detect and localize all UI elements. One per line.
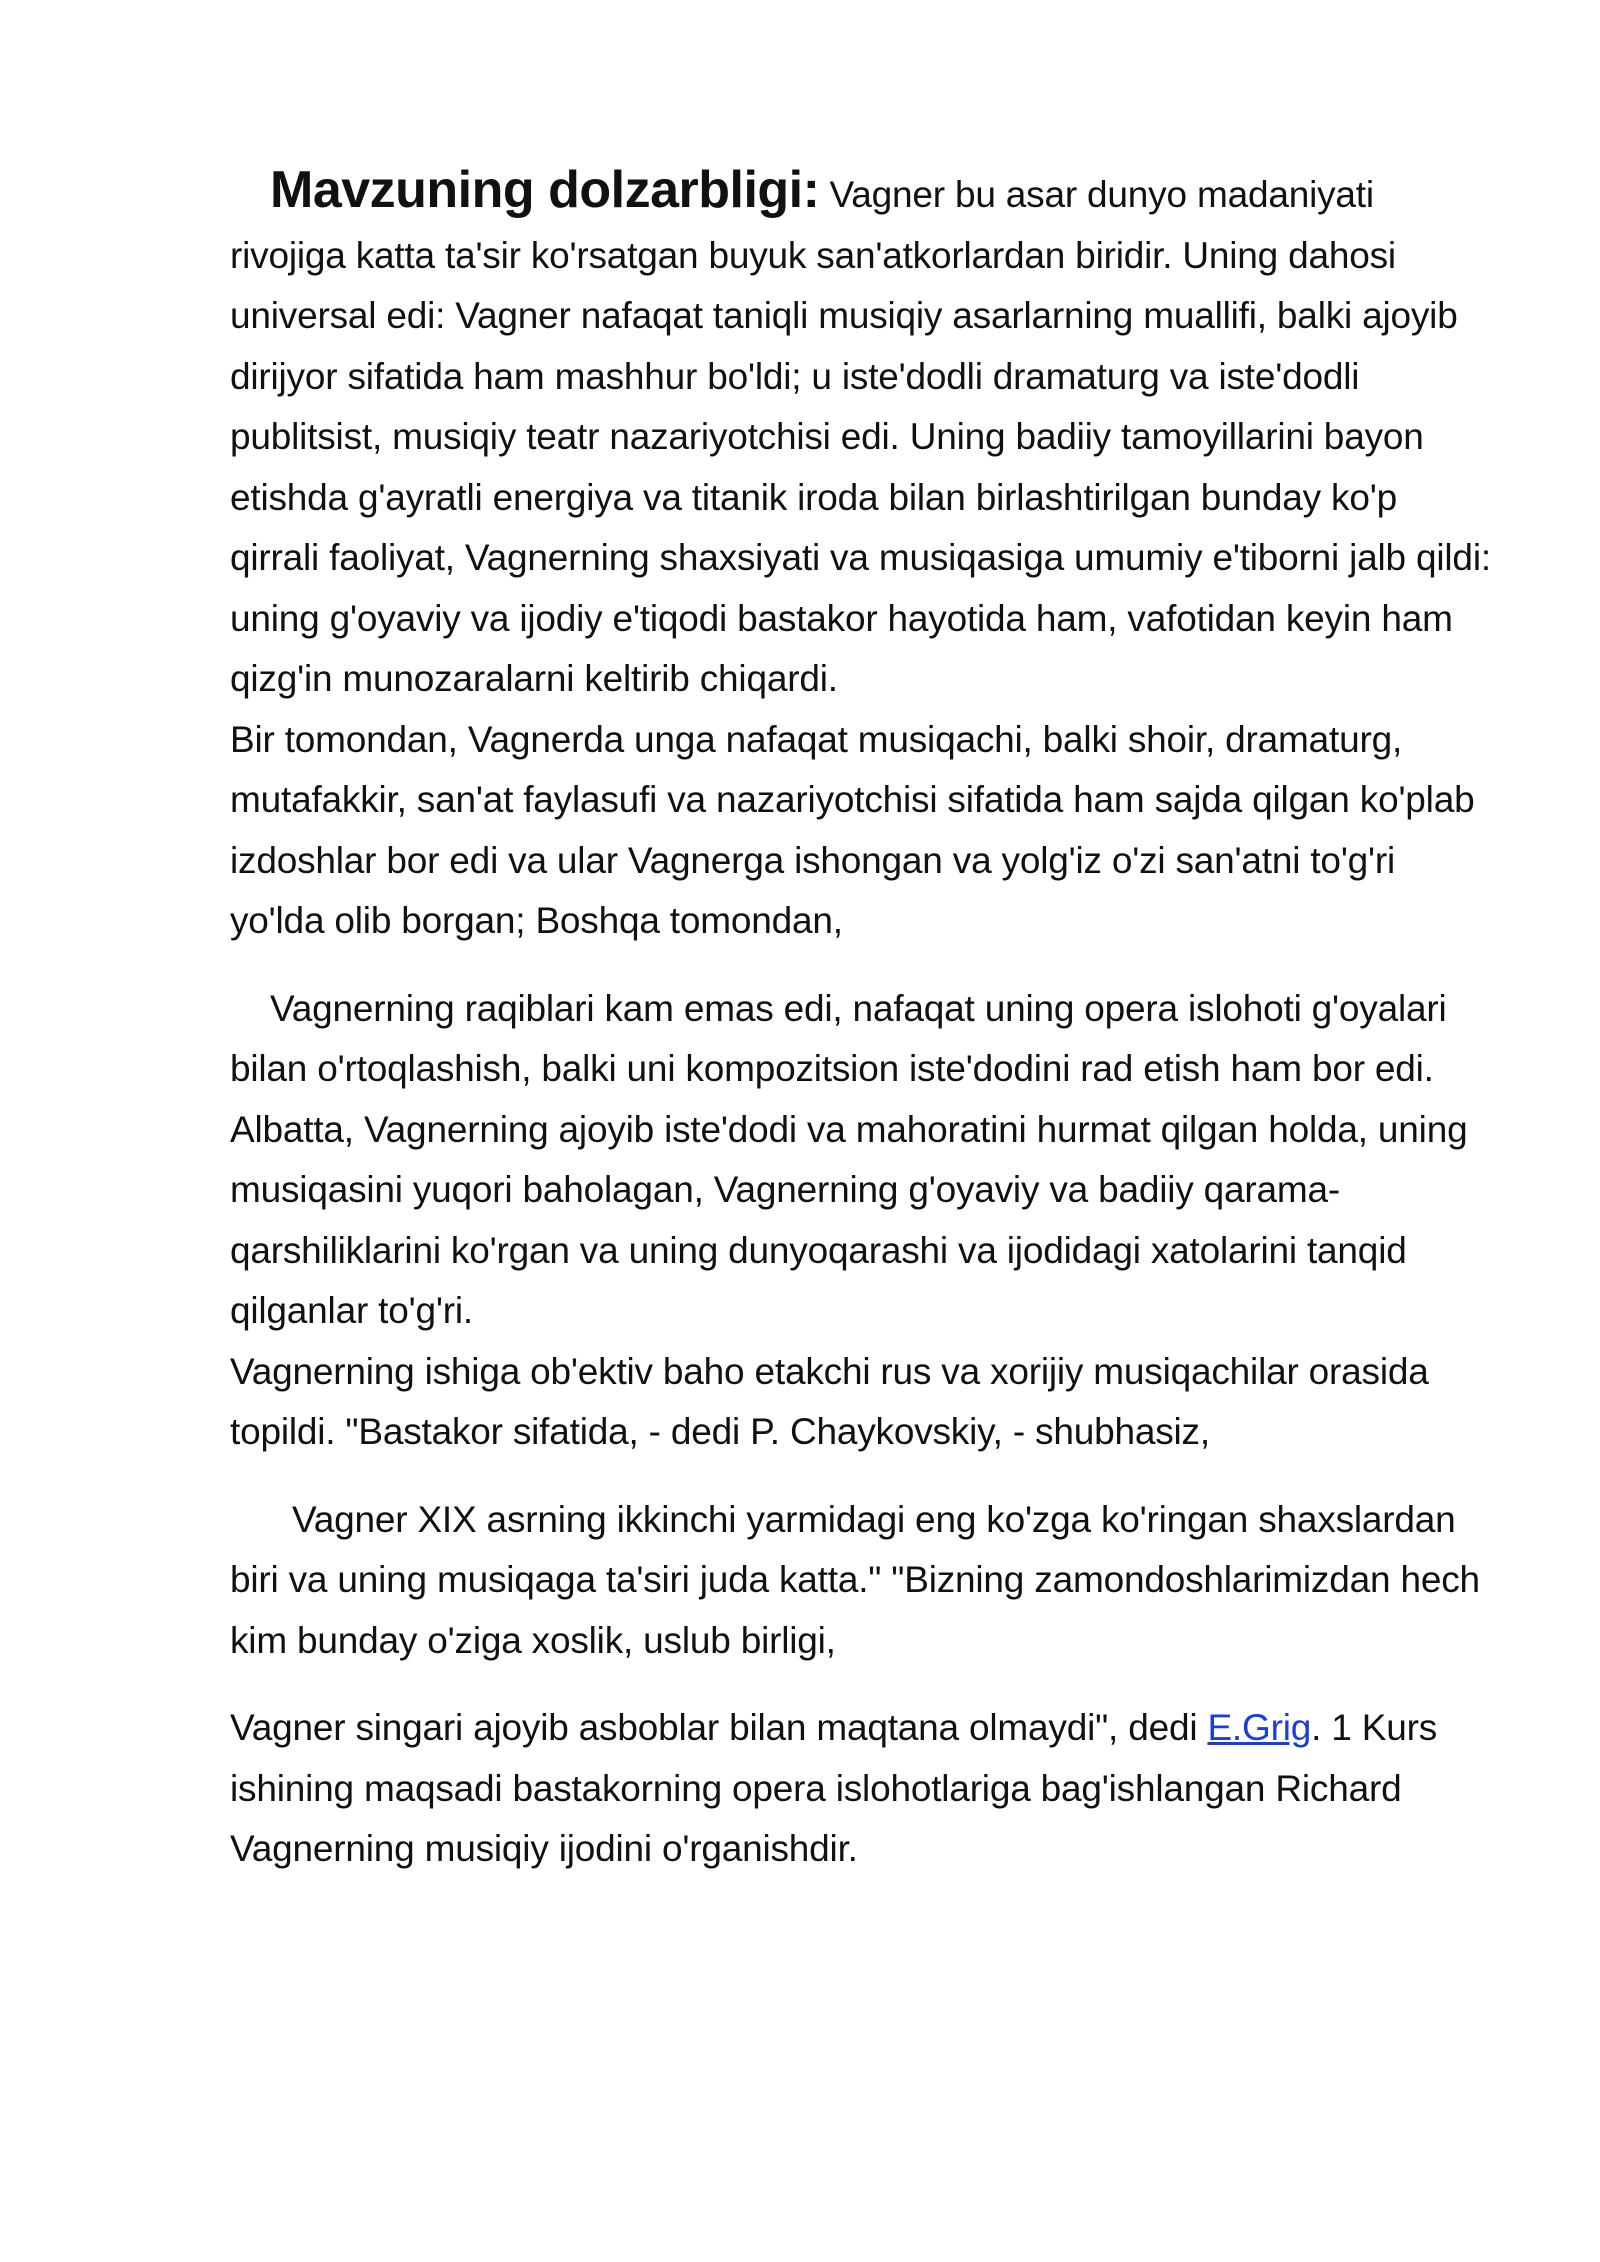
paragraph-assessment [230,1342,1495,1463]
paragraph-text: Vagnerning ishiga ob'ektiv baho etakchi rus va xorijiy musiqachilar orasida topildi. "Bastakor sifatida, - dedi P. Chaykovskiy, - shubhasiz, [230,1350,1429,1452]
paragraph-text: Vagner singari ajoyib asboblar bilan maqtana olmaydi", dedi [230,1707,1208,1748]
paragraph-opponents [230,979,1495,1342]
grieg-link[interactable]: E.Grig [1207,1707,1312,1748]
paragraph-text: Bir tomondan, Vagnerda unga nafaqat musiqachi, balki shoir, dramaturg, mutafakkir, san'at faylasufi va nazariyotchisi sifatida ham sajda qilgan ko'plab izdoshlar bor edi va ular Vagnerga ishongan va yolg'iz o'zi san'atni to'g'ri yo'lda olib borgan; Boshqa tomondan, [230,718,1475,941]
paragraph-goal [230,1698,1495,1880]
paragraph-text: . 1 Kurs ishining maqsadi bastakorning opera islohotlariga bag'ishlangan Richard Vagnerning musiqiy ijodini o'rganishdir. [230,1707,1438,1869]
paragraph-text: Vagner bu asar dunyo madaniyati rivojiga katta ta'sir ko'rsatgan buyuk san'atkorlardan biridir. Uning dahosi universal edi: Vagner nafaqat taniqli musiqiy asarlarning muallifi, balki ajoyib dirijyor sifatida ham mashhur bo'ldi; u iste'dodli dramaturg va iste'dodli publitsist, musiqiy teatr nazariyotchisi edi. Uning badiiy tamoyillarini bayon etishda g'ayratli energiya va titanik iroda bilan birlashtirilgan bunday ko'p qirrali faoliyat, Vagnerning shaxsiyati va musiqasiga umumiy e'tiborni jalb qildi: uning g'oyaviy va ijodiy e'tiqodi bastakor hayotida ham, vafotidan keyin ham qizg'in munozaralarni keltirib chiqardi. [230,174,1491,699]
paragraph-quote [230,1490,1495,1672]
section-heading: Mavzuning dolzarbligi: [270,161,820,219]
paragraph-supporters [230,710,1495,952]
paragraph-text: Vagnerning raqiblari kam emas edi, nafaqat uning opera islohoti g'oyalari bilan o'rtoqlashish, balki uni kompozitsion iste'dodini rad etish ham bor edi. Albatta, Vagnerning ajoyib iste'dodi va mahoratini hurmat qilgan holda, uning musiqasini yuqori baholagan, Vagnerning g'oyaviy va badiiy qarama-qarshiliklarini ko'rgan va uning dunyoqarashi va ijodidagi xatolarini tanqid qilganlar to'g'ri. [230,987,1468,1331]
paragraph-relevance [230,160,1495,710]
document-body [230,160,1495,1880]
paragraph-text: Vagner XIX asrning ikkinchi yarmidagi eng ko'zga ko'ringan shaxslardan biri va uning musiqaga ta'siri juda katta." "Bizning zamondoshlarimizdan hech kim bunday o'ziga xoslik, uslub birligi, [230,1498,1480,1661]
